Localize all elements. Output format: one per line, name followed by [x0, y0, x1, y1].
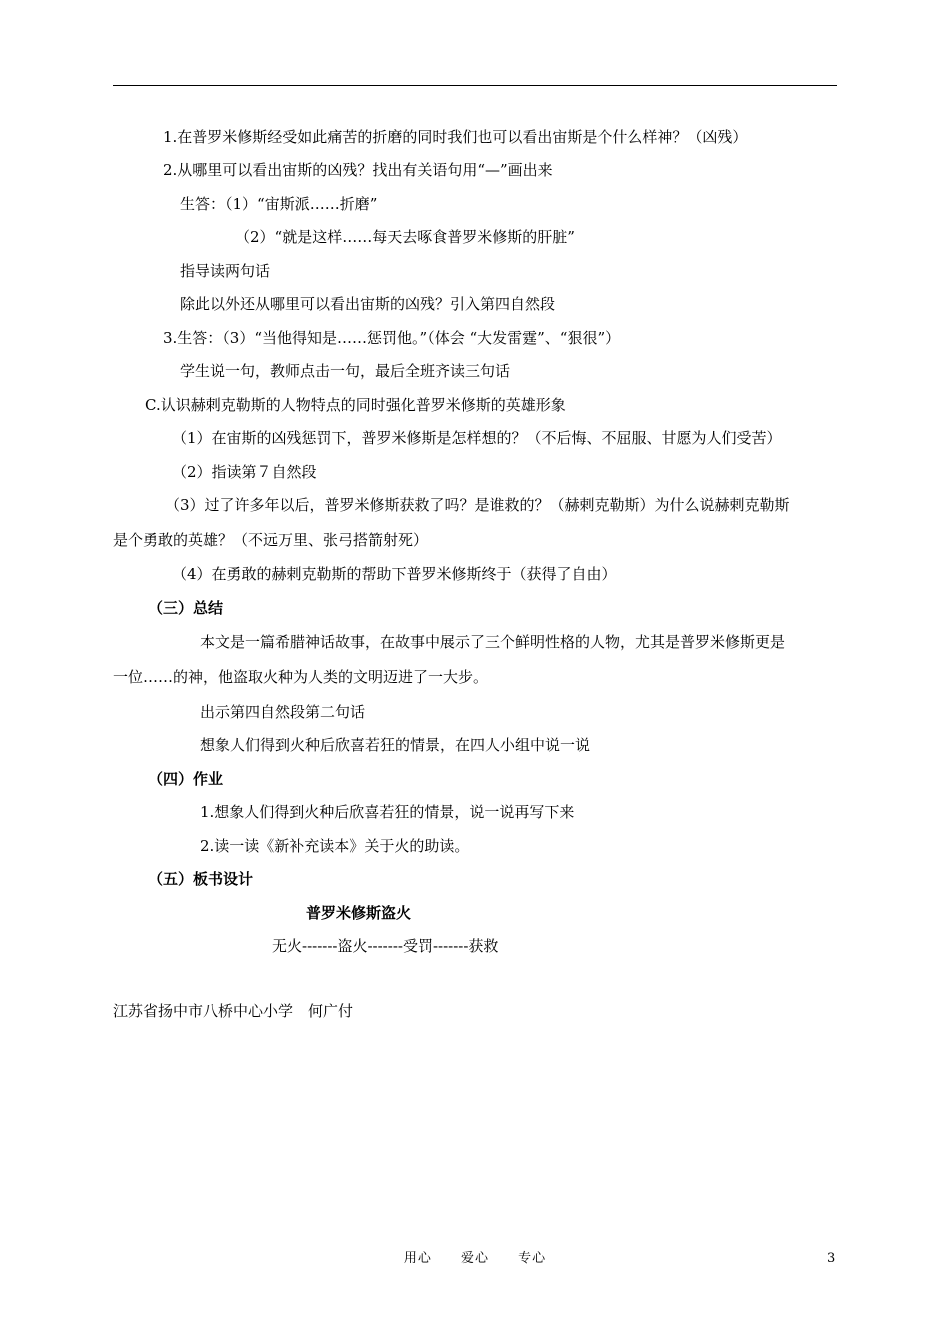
board-title: 普罗米修斯盗火: [306, 904, 412, 922]
header-rule: [113, 85, 837, 86]
item-c3-continued: 是个勇敢的英雄？（不远万里、张弓搭箭射死）: [113, 531, 429, 549]
homework-heading: （四）作业: [148, 770, 224, 788]
answer-2: （2）“就是这样……每天去啄食普罗米修斯的肝脏”: [235, 228, 575, 246]
transition-paragraph-4: 除此以外还从哪里可以看出宙斯的凶残？引入第四自然段: [180, 295, 556, 313]
footer-motto: [0, 1250, 950, 1268]
summary-paragraph: 本文是一篇希腊神话故事，在故事中展示了三个鲜明性格的人物，尤其是普罗米修斯更是: [200, 633, 786, 651]
show-sentence: 出示第四自然段第二句话: [200, 703, 366, 721]
homework-1: 1.想象人们得到火种后欣喜若狂的情景，说一说再写下来: [200, 803, 575, 821]
question-1: 1.在普罗米修斯经受如此痛苦的折磨的同时我们也可以看出宙斯是个什么样神？（凶残）: [163, 128, 748, 146]
item-c1: （1）在宙斯的凶残惩罚下，普罗米修斯是怎样想的？（不后悔、不屈服、甘愿为人们受苦）: [172, 429, 782, 447]
question-2: 2.从哪里可以看出宙斯的凶残？找出有关语句用“—”画出来: [163, 161, 553, 179]
group-discussion: 想象人们得到火种后欣喜若狂的情景，在四人小组中说一说: [200, 736, 591, 754]
page-number: 3: [827, 1251, 836, 1266]
summary-paragraph-continued: 一位……的神，他盗取火种为人类的文明迈进了一大步。: [113, 668, 489, 686]
guide-read: 指导读两句话: [180, 262, 271, 280]
answer-3: 3.生答：（3）“当他得知是……惩罚他。”（体会 “大发雷霆”、“狠很”）: [163, 329, 621, 347]
footer-motto-1: 用心: [403, 1251, 432, 1266]
section-c-heading: C.认识赫剌克勒斯的人物特点的同时强化普罗米修斯的英雄形象: [145, 396, 566, 414]
item-c3: （3）过了许多年以后，普罗米修斯获救了吗？是谁救的？（赫剌克勒斯）为什么说赫剌克勒斯: [165, 496, 790, 514]
author-line: 江苏省扬中市八桥中心小学 何广付: [113, 1002, 354, 1020]
answer-1: 生答：（1）“宙斯派……折磨”: [180, 195, 378, 213]
class-reading: 学生说一句，教师点击一句，最后全班齐读三句话: [180, 362, 511, 380]
item-c4: （4）在勇敢的赫剌克勒斯的帮助下普罗米修斯终于（获得了自由）: [172, 565, 617, 583]
board-sequence: 无火-------盗火-------受罚-------获救: [272, 937, 499, 955]
footer-motto-2: 爱心: [460, 1251, 489, 1266]
item-c2: （2）指读第７自然段: [172, 463, 317, 481]
summary-heading: （三）总结: [148, 599, 224, 617]
board-design-heading: （五）板书设计: [148, 870, 254, 888]
footer-motto-3: 专心: [518, 1251, 547, 1266]
homework-2: 2.读一读《新补充读本》关于火的助读。: [200, 837, 470, 855]
